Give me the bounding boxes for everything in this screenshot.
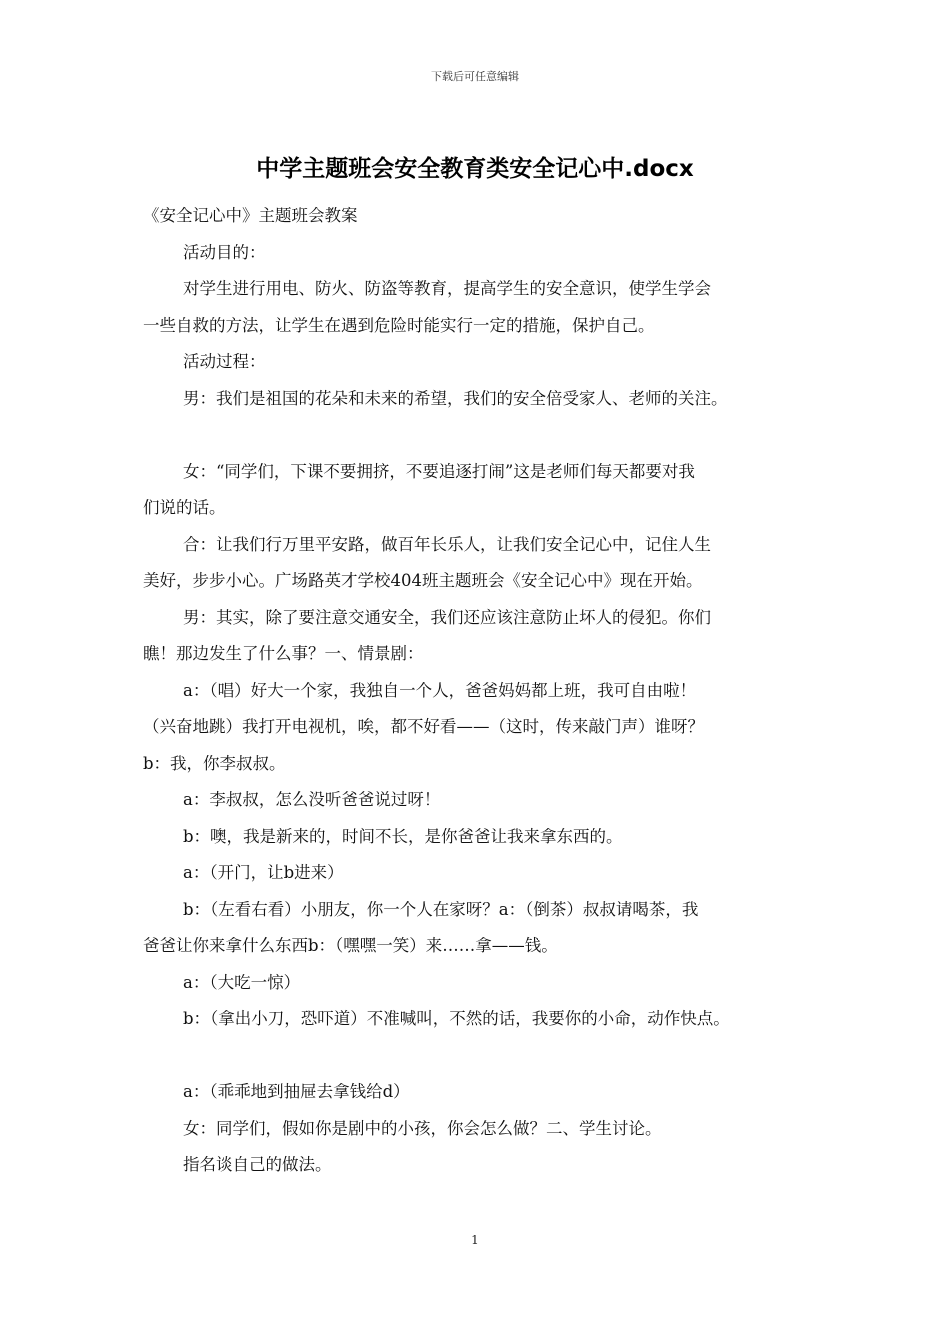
paragraph-line: 瞧！那边发生了什么事？一、情景剧： [143, 644, 424, 663]
paragraph-line: 爸爸让你来拿什么东西b：（嘿嘿一笑）来……拿——钱。 [143, 936, 558, 955]
paragraph-line: b：（左看右看）小朋友，你一个人在家呀？a：（倒茶）叔叔请喝茶，我 [183, 899, 699, 919]
document-title: 中学主题班会安全教育类安全记心中.docx [256, 156, 694, 182]
paragraph-line: 们说的话。 [143, 498, 226, 517]
paragraph-line: b：（拿出小刀，恐吓道）不准喊叫，不然的话，我要你的小命，动作快点。 [183, 1009, 730, 1028]
paragraph-line: b：噢，我是新来的，时间不长，是你爸爸让我来拿东西的。 [183, 826, 623, 846]
blank-line [143, 1038, 815, 1075]
paragraph-line: （兴奋地跳）我打开电视机，唉，都不好看——（这时，传来敲门声）谁呀？ [143, 717, 704, 736]
paragraph-line: 女：同学们，假如你是剧中的小孩，你会怎么做？二、学生讨论。 [183, 1118, 662, 1138]
paragraph-line: 女：“同学们，下课不要拥挤，不要追逐打闹”这是老师们每天都要对我 [183, 461, 695, 481]
paragraph-line: 男：我们是祖国的花朵和未来的希望，我们的安全倍受家人、老师的关注。 [183, 388, 728, 408]
paragraph-line: a：（唱）好大一个家，我独自一个人，爸爸妈妈都上班，我可自由啦！ [183, 680, 697, 700]
blank-line [143, 417, 815, 454]
paragraph-line: 合：让我们行万里平安路，做百年长乐人，让我们安全记心中，记住人生 [183, 534, 711, 554]
paragraph-line: 活动目的： [183, 242, 266, 262]
paragraph-line: b：我，你李叔叔。 [143, 753, 286, 773]
document-body [143, 198, 815, 1184]
paragraph-line: a：（开门，让b进来） [183, 863, 344, 882]
paragraph-line: 指名谈自己的做法。 [183, 1155, 332, 1174]
paragraph-line: a：李叔叔，怎么没听爸爸说过呀！ [183, 790, 441, 809]
paragraph-line: 美好，步步小心。广场路英才学校404班主题班会《安全记心中》现在开始。 [143, 571, 703, 590]
paragraph-line: 一些自救的方法，让学生在遇到危险时能实行一定的措施，保护自己。 [143, 315, 655, 335]
header-note: 下载后可任意编辑 [431, 70, 519, 83]
paragraph-line: a：（乖乖地到抽屉去拿钱给d） [183, 1082, 410, 1101]
page-number: 1 [471, 1233, 479, 1247]
paragraph-line: a：（大吃一惊） [183, 972, 301, 992]
paragraph-line: 《安全记心中》主题班会教案 [143, 206, 358, 225]
paragraph-line: 男：其实，除了要注意交通安全，我们还应该注意防止坏人的侵犯。你们 [183, 607, 711, 627]
paragraph-line: 活动过程： [183, 352, 266, 371]
paragraph-line: 对学生进行用电、防火、防盗等教育，提高学生的安全意识，使学生学会 [183, 279, 711, 298]
